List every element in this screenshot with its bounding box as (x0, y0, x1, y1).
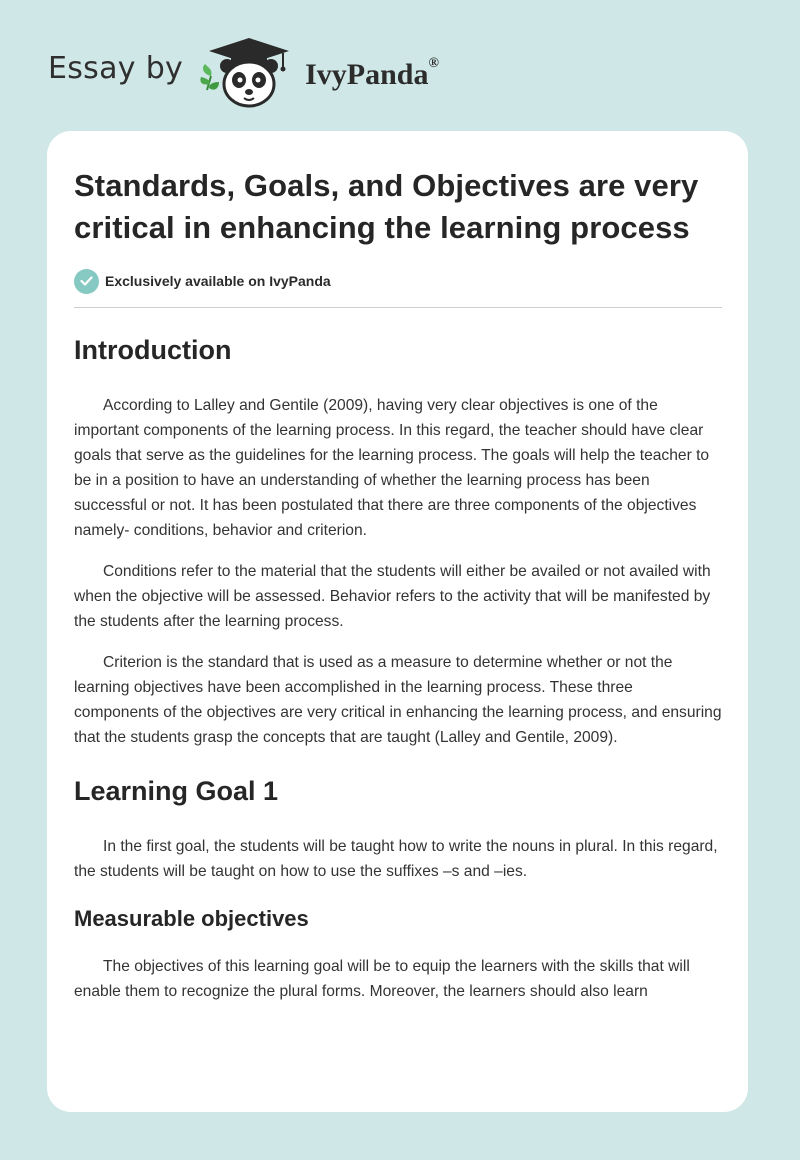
essay-card (47, 131, 748, 1112)
check-circle-icon (74, 269, 99, 294)
section-heading-learning-goal-1: Learning Goal 1 (74, 776, 279, 806)
badge-text: Exclusively available on IvyPanda (105, 273, 331, 289)
paragraph: The objectives of this learning goal will be to equip the learners with the skills that will enable them to recognize the plural forms. Moreover, the learners should also learn (74, 958, 690, 1000)
paragraph: According to Lalley and Gentile (2009), having very clear objectives is one of the important components of the learning process. In this regard, the teacher should have clear goals that serve as the guidelines for the learning process. The goals will help the teacher to be in a position to have an understanding of whether the learning process has been successful or not. It has been postulated that there are three components of the objectives namely- conditions, behavior and criterion. (74, 397, 710, 539)
paragraph: In the first goal, the students will be taught how to write the nouns in plural. In this regard, the students will be taught on how to use the suffixes –s and –ies. (74, 838, 718, 880)
paragraph: Conditions refer to the material that the students will either be availed or not availed with when the objective will be assessed. Behavior refers to the activity that will be manifested by the students after the learning process. (74, 563, 711, 630)
page-title: Standards, Goals, and Objectives are very critical in enhancing the learning process (74, 168, 699, 245)
paragraph: Criterion is the standard that is used as a measure to determine whether or not the learning objectives have been accomplished in the learning process. These three components of the objectives are very critical in enhancing the learning process, and ensuring that the students grasp the concepts that are taught (Lalley and Gentile, 2009). (74, 654, 722, 746)
exclusive-badge (74, 268, 722, 294)
section-heading-measurable-objectives: Measurable objectives (74, 906, 309, 931)
ivypanda-logo-icon[interactable] (197, 36, 301, 108)
divider (74, 307, 722, 308)
section-heading-introduction: Introduction (74, 335, 232, 365)
brand-name[interactable]: IvyPanda® (305, 56, 439, 91)
brand-header (48, 36, 439, 108)
essay-by-label: Essay by (48, 50, 184, 86)
